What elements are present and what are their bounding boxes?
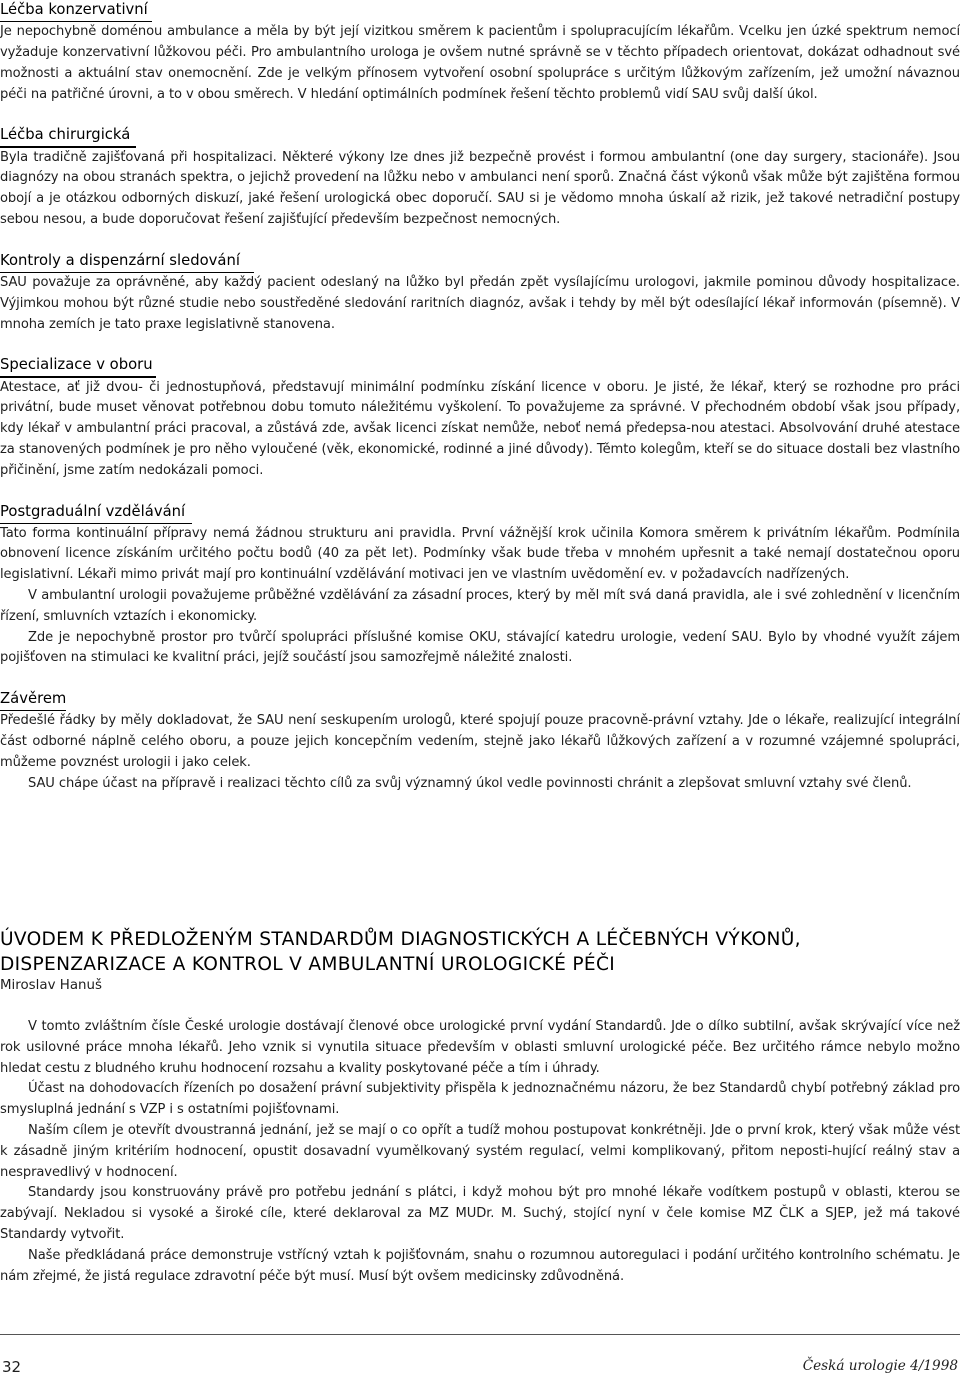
- article-body: [0, 1017, 960, 1287]
- section-lecba-chirurgicka: [0, 125, 960, 230]
- section-lecba-konzervativni: [0, 0, 960, 105]
- section-heading: Závěrem: [0, 690, 67, 708]
- article-title-line-2: DISPENZARIZACE A KONTROL V AMBULANTNÍ UROLOGICKÉ PÉČI: [0, 954, 616, 975]
- paragraph: Zde je nepochybně prostor pro tvůrčí spolupráci příslušné komise OKU, stávající katedru urologie, vedení SAU. Bylo by vhodné využít zájem pojišťoven na stimulaci ke kvalitní práci, jejíž součástí jsou samozřejmě náležité znalosti.: [0, 629, 960, 666]
- article-title-line-1: ÚVODEM K PŘEDLOŽENÝM STANDARDŮM DIAGNOSTICKÝCH A LÉČEBNÝCH VÝKONŮ,: [0, 929, 801, 950]
- section-specializace: [0, 355, 960, 481]
- paragraph: Tato forma kontinuální přípravy nemá žádnou strukturu ani pravidla. První vážnější krok učinila Komora směrem k privátním lékařům. Podmínila obnovení licence získáním určitého počtu bodů (40 za pět let). Podmínky však bude třeba v mnohém upřesnit a také nemají dostatečnou oporu legislativní. Lékaři mimo privát mají pro kontinuální vzdělávání motivaci jen ve vlastním uvědomění ev. v požadavcích nadřízených.: [0, 525, 960, 583]
- paragraph: Atestace, ať již dvou- či jednostupňová, představují minimální podmínku získání licence v oboru. Je jisté, že lékař, který se rozhodne pro práci privátní, bude muset věnovat potřebnou dobu tomuto náležitému vyškolení. To považujeme za správné. V přechodném období však jsou případy, kdy lékař v ambulantní práci pracoval, a zůstává zde, avšak licenci získat nemůže, neboť nemá předepsa-nou atestaci. Absolvování druhé atestace za stanovených podmínek je pro něho vyloučené (věk, ekonomické, rodinné a jiné důvody). Těmto kolegům, kteří se do situace dostali bez vlastního přičinění, jsme zatím nedokázali pomoci.: [0, 379, 960, 478]
- journal-citation: Česká urologie 4/1998: [802, 1358, 958, 1374]
- paragraph: Byla tradičně zajišťovaná při hospitalizaci. Některé výkony lze dnes již bezpečně provést i formou ambulantní (one day surgery, stacionáře). Jsou diagnózy na obou stranách spektra, o jejichž provedení na lůžku nebo v ambulanci není sporů. Značná část výkonů však může být zajištěna formou obojí a je otázkou odborných diskuzí, jaké řešení urologická obec doporučí. SAU si je vědomo mnoha úskalí až rizik, jež takové netradiční postupy sebou nesou, a bude doporučovat řešení zajišťující především bezpečnost nemocných.: [0, 149, 960, 227]
- footer-rule: [0, 1334, 960, 1335]
- paragraph: Naším cílem je otevřít dvoustranná jednání, jež se mají o co opřít a tudíž mohou postupovat konkrétněji. Jde o první krok, který však může vést k zásadně jiným kritériím hodnocení, opustit dosavadní vyumělkovaný systém regulací, velmi komplikovaný, přitom neposti-hující reálný stav a nespravedlivý v hodnocení.: [0, 1122, 960, 1180]
- section-heading: Kontroly a dispenzární sledování: [0, 251, 240, 269]
- paragraph: Naše předkládaná práce demonstruje vstřícný vztah k pojišťovnám, snahu o rozumnou autoregulaci i podání určitého kontrolního schématu. Je nám zřejmé, že jistá regulace zdravotní péče být musí. Musí být ovšem medicinsky zdůvodněná.: [0, 1247, 960, 1284]
- paragraph: Předešlé řádky by měly dokladovat, že SAU není seskupením urologů, které spojují pouze pracovně-právní vztahy. Jde o lékaře, realizující integrální část odborné náplně celého oboru, a pouze jejich koncepčním vedením, stejně jako lékařů lůžkových zařízení a v rozumné vzájemné spolupráci, můžeme povznést urologii i jako celek.: [0, 713, 960, 771]
- paragraph: Účast na dohodovacích řízeních po dosažení právní subjektivity přispěla k jednoznačnému názoru, že bez Standardů chybí potřebný základ pro smysluplná jednání s VZP i s ostatními pojišťovnami.: [0, 1081, 960, 1118]
- section-zaverem: [0, 689, 960, 794]
- section-heading: Léčba chirurgická: [0, 126, 131, 144]
- section-kontroly: [0, 251, 960, 336]
- section-heading: Specializace v oboru: [0, 356, 153, 374]
- paragraph: V tomto zvláštním čísle České urologie dostávají členové obce urologické první vydání Standardů. Jde o dílko subtilní, avšak skrývající více než rok usilovné práce mnoha lékařů. Jeho vznik si vynutila situace především v oblasti smluvní urologické péče. Bez určitého rámce nebylo možno hledat cestu z bludného kruhu hodnocení rozsahu a kvality poskytované péče a tím i úhrady.: [0, 1019, 960, 1076]
- paragraph: SAU považuje za oprávněné, aby každý pacient odeslaný na lůžko byl předán zpět vysílajícímu urologovi, jakmile pominou důvody hospitalizace. Výjimkou mohou být různé studie nebo soustředěné sledování raritních diagnóz, avšak i tehdy by měl být odesílající lékař informován (písemně). V mnoha zemích je tato praxe legislativně stanovena.: [0, 274, 960, 332]
- page-number: 32: [2, 1358, 22, 1376]
- article-author: Miroslav Hanuš: [0, 978, 102, 993]
- article-title: [0, 927, 960, 977]
- paragraph: Je nepochybně doménou ambulance a měla by být její vizitkou směrem k pacientům i spolupracujícím lékařům. Vcelku jen úzké spektrum nemocí vyžaduje konzervativní lůžkovou péči. Pro ambulantního urologa je ovšem nutné správně se v těchto případech orientovat, dokázat odhadnout své možnosti a aktuální stav onemocnění. Zde je velkým přínosem vytvoření osobní spolupráce s určitým lůžkovým zařízením, jež umožní návaznou péči na patřičné úrovni, a to v obou směrech. V hledání optimálních podmínek řešení těchto problemů vidí SAU svůj další úkol.: [0, 24, 960, 102]
- section-heading: Léčba konzervativní: [0, 1, 148, 18]
- paragraph: Standardy jsou konstruovány právě pro potřebu jednání s plátci, i když mohou být pro mnohé lékaře vodítkem postupů v oblasti, kterou se zabývají. Nekladou si vysoké a široké cíle, které deklaroval za MZ MUDr. M. Suchý, stojící nyní v čele komise MZ ČLK a SJEP, jež má takové Standardy vytvořit.: [0, 1185, 960, 1242]
- paragraph: V ambulantní urologii považujeme průběžné vzdělávání za zásadní proces, který by měl mít svá daná pravidla, ale i své zohlednění v licenčním řízení, smluvních vztazích i ekonomicky.: [0, 588, 960, 624]
- section-postgradualni: [0, 502, 960, 670]
- paragraph: SAU chápe účast na přípravě i realizaci těchto cílů za svůj významný úkol vedle povinnosti chránit a zlepšovat smluvní vztahy své členů.: [28, 775, 912, 791]
- section-heading: Postgraduální vzdělávání: [0, 502, 186, 520]
